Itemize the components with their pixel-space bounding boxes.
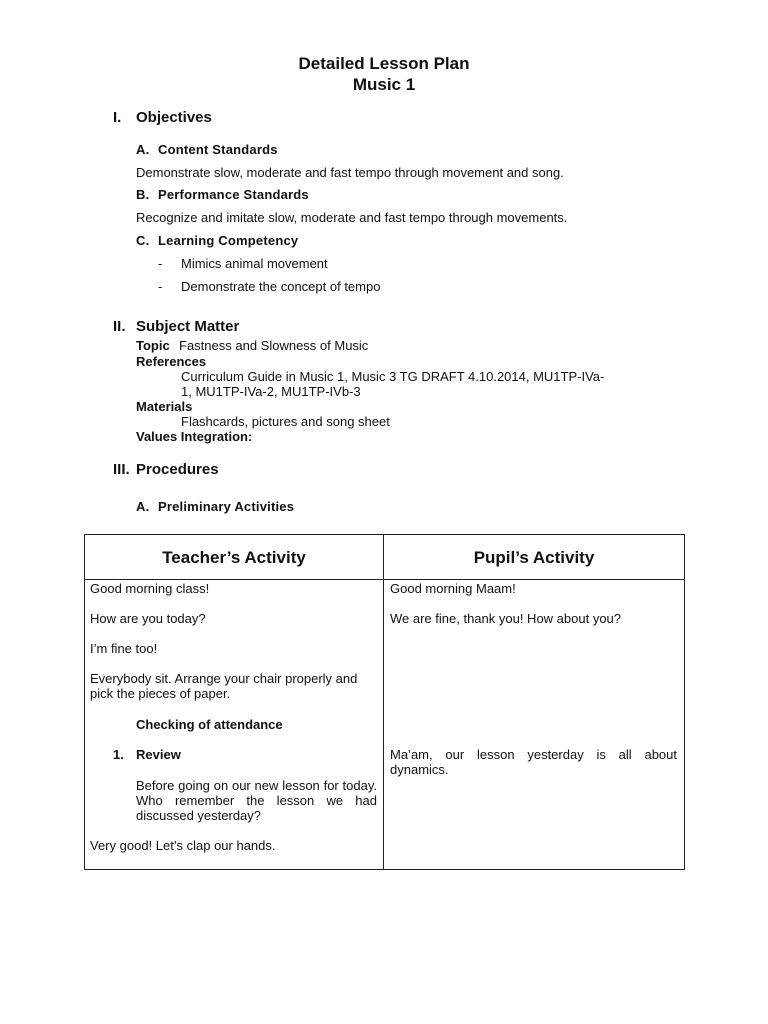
section-objectives-heading: Objectives	[136, 109, 212, 126]
performance-standards-text: Recognize and imitate slow, moderate and fast tempo through movements.	[136, 210, 568, 225]
pupil-line: Good morning Maam!	[390, 581, 516, 596]
pupil-review-answer: Ma’am, our lesson yesterday is all about dynamics.	[390, 747, 677, 777]
competency-bullet: -	[158, 256, 163, 271]
pupil-activity-cell	[384, 580, 685, 870]
competency-bullet: -	[158, 279, 163, 294]
attendance-heading: Checking of attendance	[136, 717, 283, 732]
review-heading: Review	[136, 747, 181, 762]
review-number: 1.	[113, 747, 124, 762]
performance-standards-heading: Performance Standards	[158, 187, 309, 202]
references-line: 1, MU1TP-IVa-2, MU1TP-IVb-3	[181, 384, 361, 399]
learning-competency-heading: Learning Competency	[158, 233, 299, 248]
section-objectives-numeral: I.	[113, 109, 122, 126]
values-integration-label: Values Integration:	[136, 429, 253, 444]
section-subject-matter-heading: Subject Matter	[136, 318, 240, 335]
teacher-line: Good morning class!	[90, 581, 210, 596]
content-standards-letter: A.	[136, 142, 150, 157]
teacher-line: I’m fine too!	[90, 641, 158, 656]
learning-competency-letter: C.	[136, 233, 150, 248]
preliminary-activities-heading: Preliminary Activities	[158, 499, 295, 514]
materials-value: Flashcards, pictures and song sheet	[181, 414, 390, 429]
references-label: References	[136, 354, 207, 369]
teacher-activity-header: Teacher’s Activity	[85, 535, 384, 580]
competency-item: Demonstrate the concept of tempo	[181, 279, 381, 294]
content-standards-heading: Content Standards	[158, 142, 278, 157]
teacher-activity-cell	[85, 580, 384, 870]
section-subject-matter-numeral: II.	[113, 318, 126, 335]
preliminary-activities-letter: A.	[136, 499, 150, 514]
document-title: Detailed Lesson Plan	[298, 54, 470, 73]
references-line: Curriculum Guide in Music 1, Music 3 TG DRAFT 4.10.2014, MU1TP-IVa-	[181, 369, 605, 384]
teacher-line: How are you today?	[90, 611, 206, 626]
teacher-line: Very good! Let’s clap our hands.	[90, 838, 276, 853]
topic-value: Fastness and Slowness of Music	[179, 338, 369, 353]
pupil-activity-header: Pupil’s Activity	[384, 535, 685, 580]
pupil-line: We are fine, thank you! How about you?	[390, 611, 622, 626]
document-subtitle: Music 1	[352, 75, 416, 94]
content-standards-text: Demonstrate slow, moderate and fast tempo through movement and song.	[136, 165, 564, 180]
performance-standards-letter: B.	[136, 187, 150, 202]
section-procedures-heading: Procedures	[136, 461, 219, 478]
competency-item: Mimics animal movement	[181, 256, 328, 271]
teacher-line: Everybody sit. Arrange your chair properly and pick the pieces of paper.	[90, 671, 358, 701]
topic-label: Topic	[136, 338, 170, 353]
review-question: Before going on our new lesson for today. Who remember the lesson we had discussed yesterday?	[136, 778, 377, 823]
materials-label: Materials	[136, 399, 193, 414]
activity-table	[84, 534, 685, 870]
section-procedures-numeral: III.	[113, 461, 130, 478]
